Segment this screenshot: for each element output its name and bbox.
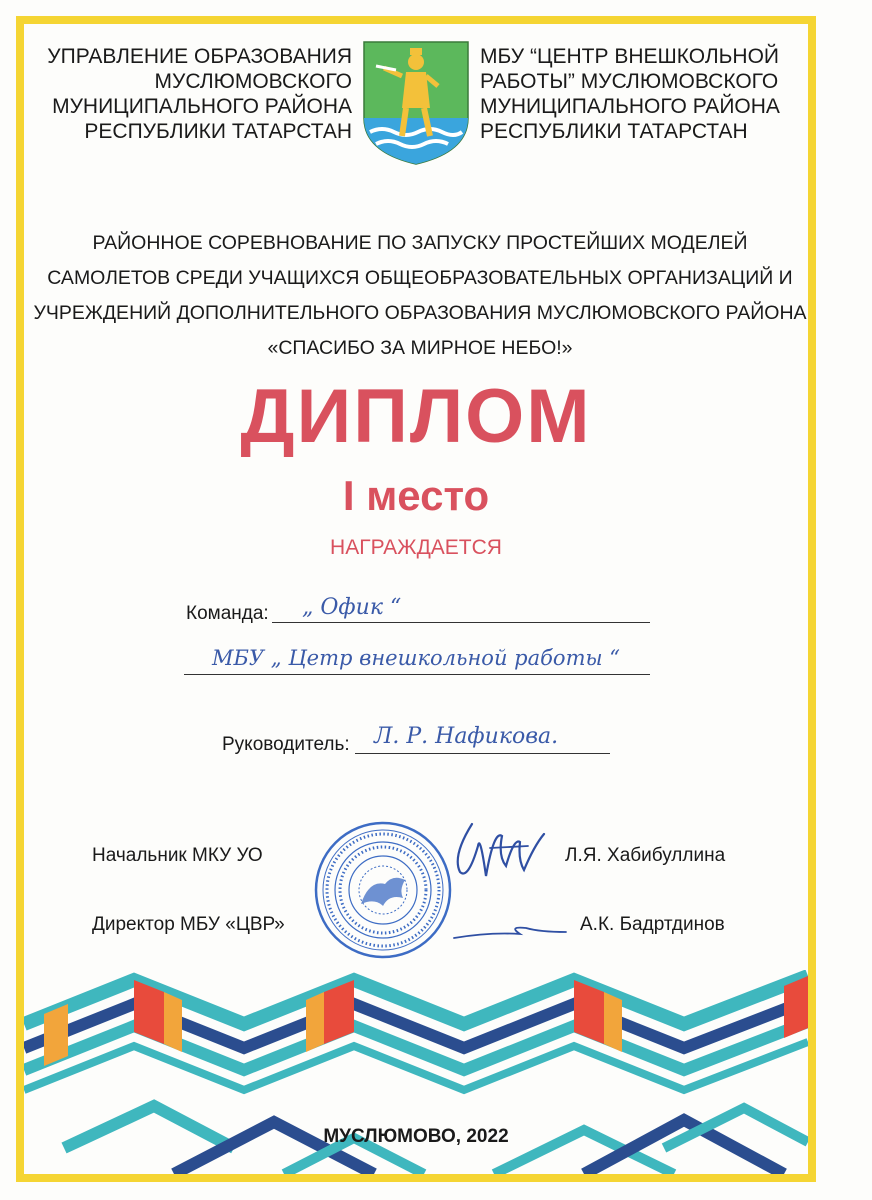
signature-icon: [450, 816, 560, 886]
seal-icon: [313, 820, 453, 960]
header-left: [40, 44, 352, 144]
title-line: «СПАСИБО ЗА МИРНОЕ НЕБО!»: [267, 337, 573, 359]
title-line: УЧРЕЖДЕНИЙ ДОПОЛНИТЕЛЬНОГО ОБРАЗОВАНИЯ МУСЛЮМОВСКОГО РАЙОНА: [33, 302, 807, 324]
header-left-line: МУНИЦИПАЛЬНОГО РАЙОНА: [52, 95, 352, 118]
place-heading: I место: [342, 472, 490, 519]
footer-city-year: МУСЛЮМОВО, 2022: [323, 1126, 509, 1147]
director-name: А.К. Бадртдинов: [580, 914, 725, 935]
competition-title: [20, 226, 820, 366]
awarded-text: НАГРАЖДАЕТСЯ: [330, 536, 502, 559]
header-right-line: РАБОТЫ” МУСЛЮМОВСКОГО: [480, 70, 779, 93]
header-left-line: РЕСПУБЛИКИ ТАТАРСТАН: [84, 120, 352, 143]
header-left-line: УПРАВЛЕНИЕ ОБРАЗОВАНИЯ: [47, 45, 352, 68]
coat-of-arms-icon: [362, 40, 470, 166]
director-title: Директор МБУ «ЦВР»: [92, 914, 285, 935]
signature-icon: [450, 920, 570, 944]
title-line: САМОЛЕТОВ СРЕДИ УЧАЩИХСЯ ОБЩЕОБРАЗОВАТЕЛЬНЫХ ОРГАНИЗАЦИЙ И: [47, 267, 793, 289]
team-value: „ Офик “: [302, 595, 402, 620]
leader-label: Руководитель:: [222, 734, 350, 755]
head-name: Л.Я. Хабибуллина: [565, 845, 726, 866]
header-left-line: МУСЛЮМОВСКОГО: [154, 70, 352, 93]
title-line: РАЙОННОЕ СОРЕВНОВАНИЕ ПО ЗАПУСКУ ПРОСТЕЙШИХ МОДЕЛЕЙ: [92, 232, 748, 254]
diploma-heading: ДИПЛОМ: [240, 374, 592, 459]
header-right-line: МБУ “ЦЕНТР ВНЕШКОЛЬНОЙ: [480, 45, 780, 68]
team-label: Команда:: [186, 603, 269, 624]
org-value: МБУ „ Цетр внешкольной работы “: [212, 646, 621, 670]
header-right-line: МУНИЦИПАЛЬНОГО РАЙОНА: [480, 95, 780, 118]
leader-value: Л. Р. Нафикова.: [374, 724, 559, 749]
head-title: Начальник МКУ УО: [92, 845, 263, 866]
header-right-line: РЕСПУБЛИКИ ТАТАРСТАН: [480, 120, 748, 143]
header-right: [480, 44, 810, 144]
